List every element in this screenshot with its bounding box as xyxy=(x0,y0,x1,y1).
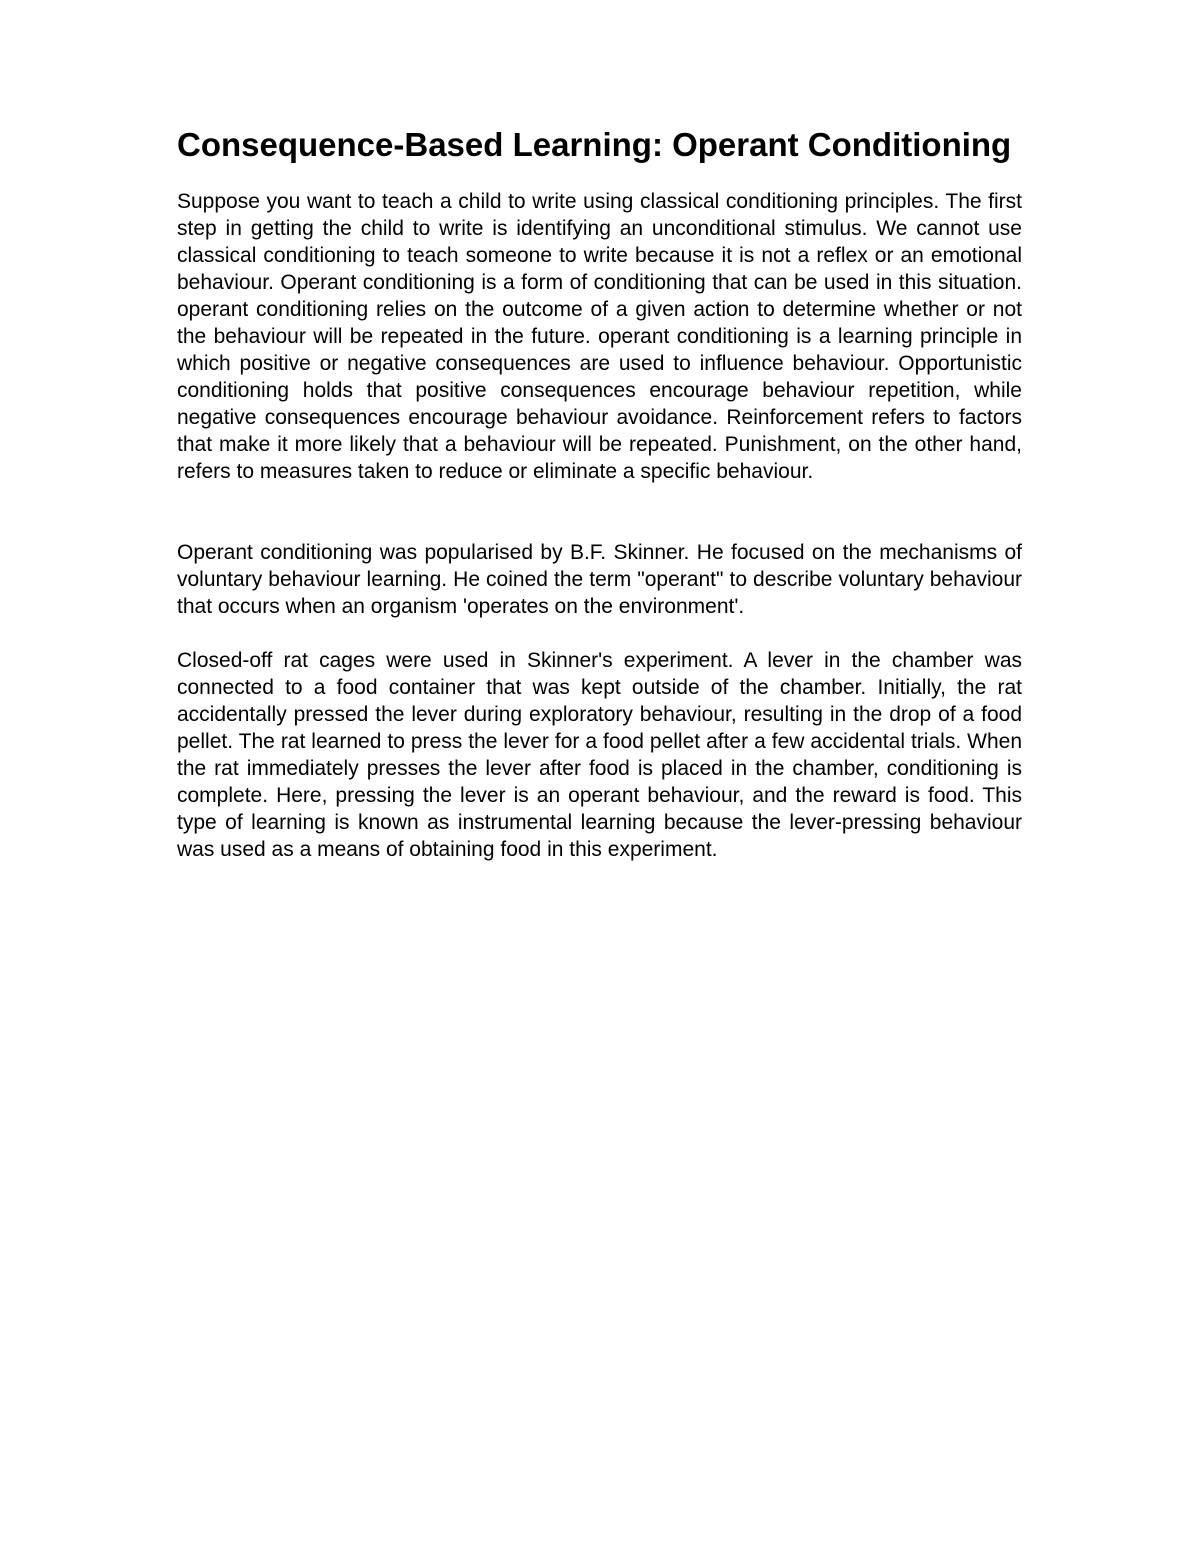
paragraph-rat-experiment: Closed-off rat cages were used in Skinner's experiment. A lever in the chamber was connected to a food container that was kept outside of the chamber. Initially, the rat accidentally pressed the lever during exploratory behaviour, resulting in the drop of a food pellet. The rat learned to press the lever for a food pellet after a few accidental trials. When the rat immediately presses the lever after food is placed in the chamber, conditioning is complete. Here, pressing the lever is an operant behaviour, and the reward is food. This type of learning is known as instrumental learning because the lever-pressing behaviour was used as a means of obtaining food in this experiment. xyxy=(177,649,1022,861)
paragraph-skinner: Operant conditioning was popularised by B.F. Skinner. He focused on the mechanisms of voluntary behaviour learning. He coined the term "operant" to describe voluntary behaviour that occurs when an organism 'operates on the environment'. xyxy=(177,541,1022,618)
document-body xyxy=(177,126,1022,863)
paragraph-spacer xyxy=(177,620,1022,647)
paragraph-spacer xyxy=(177,485,1022,539)
document-title: Consequence-Based Learning: Operant Conditioning xyxy=(177,126,1012,163)
paragraph-classical-vs-operant: Suppose you want to teach a child to write using classical conditioning principles. The first step in getting the child to write is identifying an unconditional stimulus. We cannot use classical conditioning to teach someone to write because it is not a reflex or an emotional behaviour. Operant conditioning is a form of conditioning that can be used in this situation. operant conditioning relies on the outcome of a given action to determine whether or not the behaviour will be repeated in the future. operant conditioning is a learning principle in which positive or negative consequences are used to influence behaviour. Opportunistic conditioning holds that positive consequences encourage behaviour repetition, while negative consequences encourage behaviour avoidance. Reinforcement refers to factors that make it more likely that a behaviour will be repeated. Punishment, on the other hand, refers to measures taken to reduce or eliminate a specific behaviour. xyxy=(177,190,1022,483)
